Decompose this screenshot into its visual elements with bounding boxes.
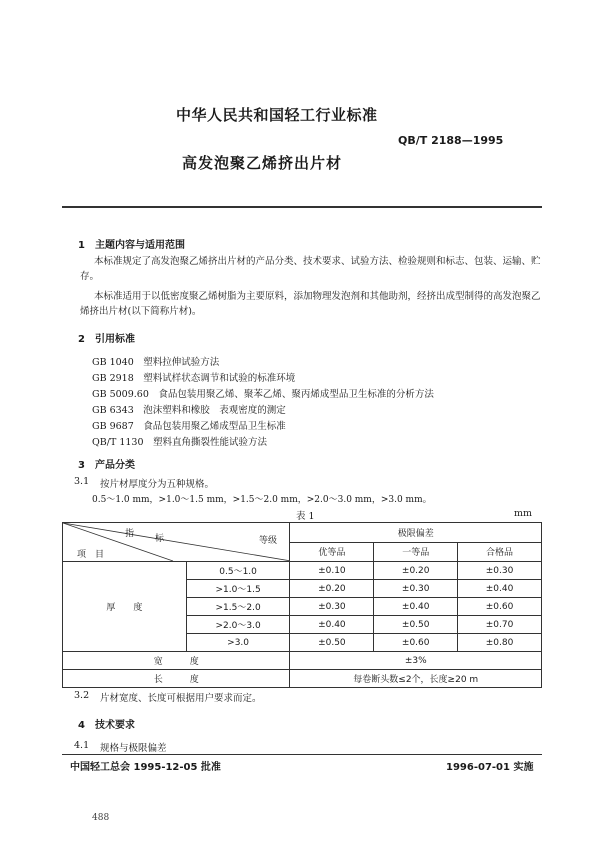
thickness-range: >1.5～2.0 — [186, 598, 290, 616]
deviation-value: ±0.40 — [458, 580, 542, 598]
deviation-value: ±0.60 — [458, 598, 542, 616]
clause-3-1-text: 按片材厚度分为五种规格。 — [100, 479, 215, 490]
table-row — [63, 562, 542, 580]
deviation-value: ±0.30 — [458, 562, 542, 580]
section-1-heading: 1 主题内容与适用范围 — [78, 240, 185, 251]
issuing-authority-title: 中华人民共和国轻工行业标准 — [176, 106, 378, 124]
implementation-date: 1996-07-01 实施 — [446, 762, 534, 773]
clause-4-1-text: 规格与极限偏差 — [100, 743, 167, 754]
table-unit: mm — [514, 508, 533, 519]
grade-header: 一等品 — [374, 542, 458, 562]
clause-3-2-number: 3.2 — [74, 690, 90, 701]
deviation-value: ±0.70 — [458, 616, 542, 634]
section-1-para-2: 本标准适用于以低密度聚乙烯树脂为主要原料，添加物理发泡剂和其他助剂，经挤出成型制得的高发泡聚乙烯挤出片材(以下简称片材)。 — [80, 291, 541, 317]
spec-table — [62, 522, 542, 688]
thickness-range: 0.5～1.0 — [186, 562, 290, 580]
table-corner-header — [63, 523, 290, 562]
table-row — [63, 652, 542, 670]
reference-item: GB 9687 食品包装用聚乙烯成型品卫生标准 — [92, 421, 286, 432]
thickness-range: >3.0 — [186, 634, 290, 652]
document-title: 高发泡聚乙烯挤出片材 — [182, 154, 343, 172]
length-value: 每卷断头数≤2个，长度≥20 m — [290, 670, 542, 688]
reference-item: QB/T 1130 塑料直角撕裂性能试验方法 — [92, 437, 268, 448]
corner-label-biao: 标 — [155, 534, 165, 544]
reference-item: GB 5009.60 食品包装用聚乙烯、聚苯乙烯、聚丙烯成型品卫生标准的分析方法 — [92, 389, 434, 400]
deviation-value: ±0.40 — [290, 616, 374, 634]
header-divider — [62, 206, 542, 208]
table-row — [63, 670, 542, 688]
clause-3-2-text: 片材宽度、长度可根据用户要求而定。 — [100, 693, 262, 704]
deviation-value: ±0.10 — [290, 562, 374, 580]
table-caption: 表 1 — [296, 511, 315, 522]
section-3-heading: 3 产品分类 — [78, 460, 135, 471]
grade-header: 优等品 — [290, 542, 374, 562]
corner-label-grade: 等级 — [259, 536, 278, 546]
width-value: ±3% — [290, 652, 542, 670]
reference-item: GB 1040 塑料拉伸试验方法 — [92, 357, 220, 368]
section-1-para-1: 本标准规定了高发泡聚乙烯挤出片材的产品分类、技术要求、试验方法、检验规则和标志、包装、运输、贮存。 — [80, 256, 541, 282]
thickness-label: 厚 度 — [63, 562, 187, 652]
page-number: 488 — [92, 813, 110, 823]
grade-header: 合格品 — [458, 542, 542, 562]
deviation-value: ±0.50 — [290, 634, 374, 652]
thickness-specs: 0.5～1.0 mm，>1.0～1.5 mm，>1.5～2.0 mm，>2.0～3.0 mm，>3.0 mm。 — [92, 495, 432, 505]
deviation-value: ±0.60 — [374, 634, 458, 652]
deviation-value: ±0.40 — [374, 598, 458, 616]
length-label: 长 度 — [63, 670, 290, 688]
deviation-value: ±0.20 — [374, 562, 458, 580]
footer-divider — [62, 754, 542, 755]
clause-3-1-number: 3.1 — [74, 476, 90, 487]
thickness-range: >1.0～1.5 — [186, 580, 290, 598]
deviation-value: ±0.20 — [290, 580, 374, 598]
reference-item: GB 2918 塑料试样状态调节和试验的标准环境 — [92, 373, 296, 384]
section-4-heading: 4 技术要求 — [78, 720, 135, 731]
deviation-value: ±0.30 — [290, 598, 374, 616]
section-2-heading: 2 引用标准 — [78, 334, 135, 345]
width-label: 宽 度 — [63, 652, 290, 670]
limit-deviation-header: 极限偏差 — [290, 523, 542, 543]
clause-4-1-number: 4.1 — [74, 740, 90, 751]
deviation-value: ±0.50 — [374, 616, 458, 634]
corner-label-item: 项 目 — [77, 550, 105, 560]
corner-label-zhi: 指 — [125, 529, 135, 539]
deviation-value: ±0.80 — [458, 634, 542, 652]
standard-code: QB/T 2188—1995 — [398, 134, 504, 147]
approval-note: 中国轻工总会 1995-12-05 批准 — [70, 762, 221, 773]
reference-item: GB 6343 泡沫塑料和橡胶 表观密度的测定 — [92, 405, 286, 416]
thickness-range: >2.0～3.0 — [186, 616, 290, 634]
deviation-value: ±0.30 — [374, 580, 458, 598]
